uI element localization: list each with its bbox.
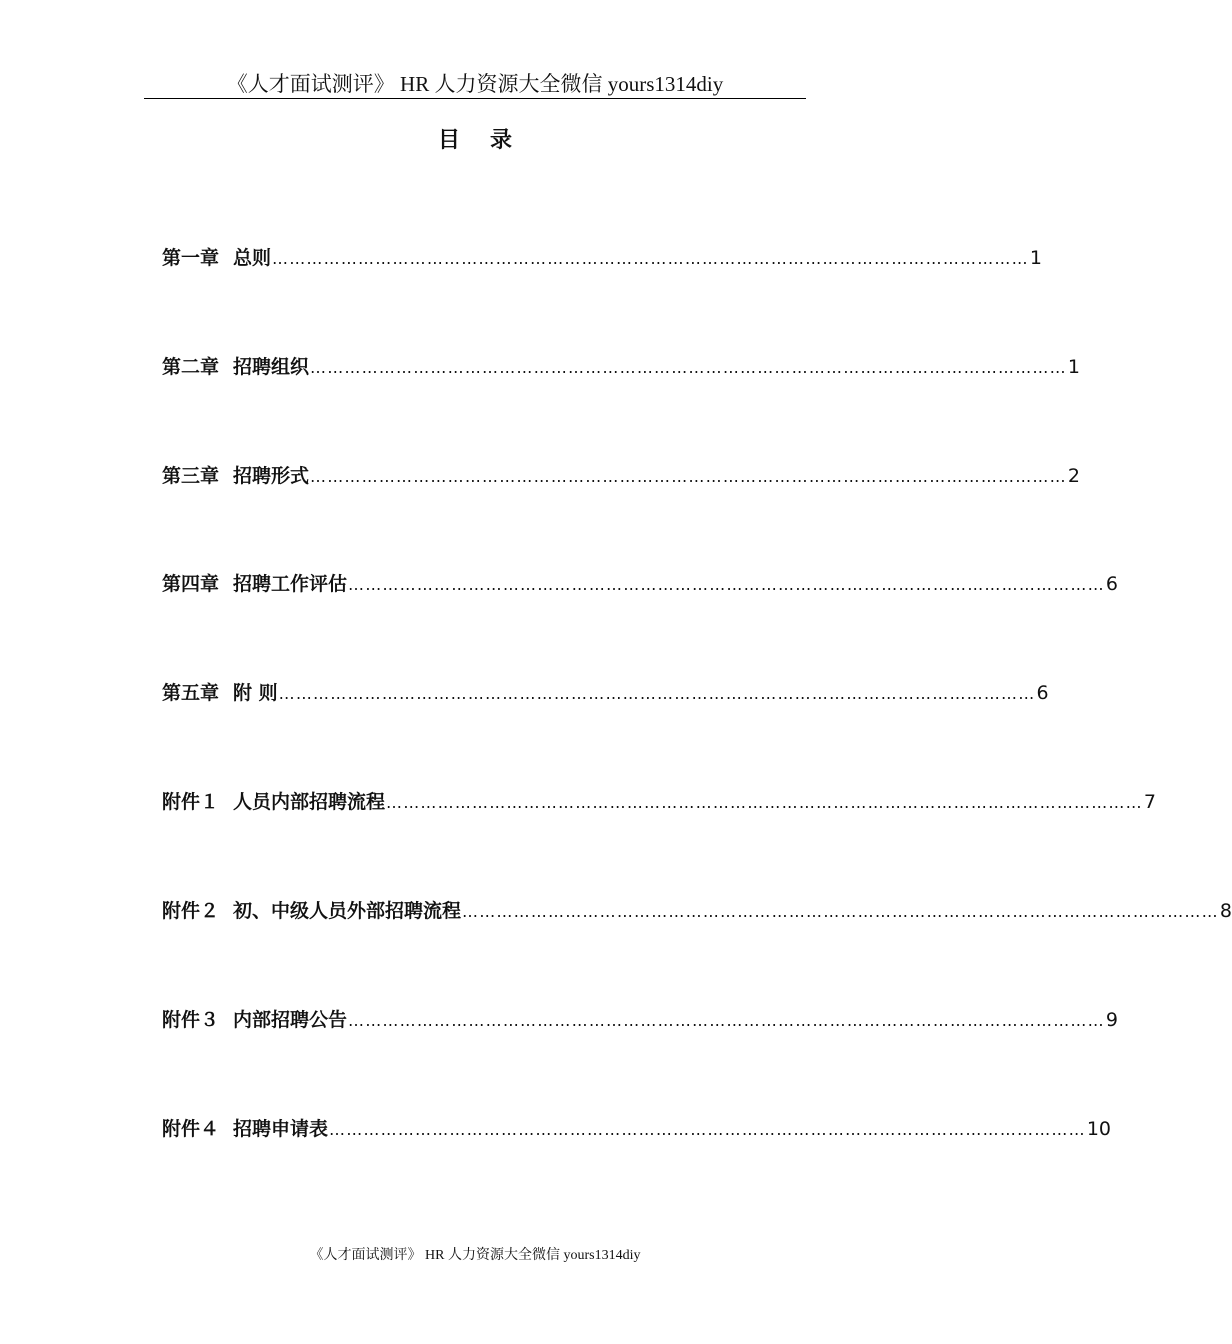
toc-entry-number: 第四章: [162, 573, 220, 595]
toc-entry[interactable]: [162, 897, 1232, 925]
toc-entry-title: 招聘组织: [233, 356, 310, 378]
toc-entry-label: [162, 353, 309, 381]
toc-entry-title: 招聘形式: [233, 465, 310, 487]
toc-entry-number: 第三章: [162, 465, 220, 487]
header-divider: [144, 98, 806, 99]
toc-entry-label: [162, 1115, 328, 1143]
toc-entry-title: 初、中级人员外部招聘流程: [233, 900, 462, 922]
toc-entry[interactable]: [162, 353, 1080, 381]
toc-entry-title: 内部招聘公告: [233, 1009, 348, 1031]
toc-entry-page: 8: [1219, 900, 1232, 922]
toc-entry-title: 招聘申请表: [233, 1118, 329, 1140]
toc-entry-number: 第二章: [162, 356, 220, 378]
toc-entry-label: [162, 244, 271, 272]
toc-entry[interactable]: [162, 1115, 1112, 1143]
toc-title: 目录: [437, 128, 542, 153]
toc-entry-label: [162, 788, 385, 816]
toc-dot-leader: ……………………………………………………………………………………………………………………: [386, 793, 1143, 812]
toc-entry-number: 附件２: [162, 900, 220, 922]
toc-entry-page: 2: [1067, 465, 1080, 487]
toc-entry-title: 招聘工作评估: [233, 573, 348, 595]
page-header: 《人才面试测评》 HR 人力资源大全微信 yours1314diy: [226, 72, 724, 96]
toc-entry-page: 10: [1086, 1118, 1112, 1140]
toc-dot-leader: ……………………………………………………………………………………………………………………: [348, 1011, 1105, 1030]
toc-entry-page: 1: [1029, 247, 1042, 269]
toc-entry-number: 附件３: [162, 1009, 220, 1031]
toc-entry[interactable]: [162, 788, 1156, 816]
toc-entry-number: 附件４: [162, 1118, 220, 1140]
toc-entry-label: [162, 462, 309, 490]
page-footer: 《人才面试测评》 HR 人力资源大全微信 yours1314diy: [309, 1248, 641, 1263]
toc-dot-leader: ……………………………………………………………………………………………………………………: [310, 467, 1067, 486]
toc-entry-label: [162, 570, 347, 598]
toc-entry-number: 第五章: [162, 682, 220, 704]
toc-dot-leader: ……………………………………………………………………………………………………………………: [278, 684, 1036, 703]
toc-dot-leader: ……………………………………………………………………………………………………………………: [329, 1120, 1086, 1139]
toc-entry-title: 附 则: [233, 682, 278, 704]
toc-entry-page: 7: [1143, 791, 1156, 813]
toc-dot-leader: ……………………………………………………………………………………………………………………: [348, 575, 1105, 594]
toc-entry[interactable]: [162, 679, 1049, 707]
toc-entry-page: 6: [1105, 573, 1118, 595]
toc-entry-number: 附件１: [162, 791, 220, 813]
toc-entry-title: 人员内部招聘流程: [233, 791, 386, 813]
toc-dot-leader: ……………………………………………………………………………………………………………………: [462, 902, 1219, 921]
toc-entry-page: 9: [1105, 1009, 1118, 1031]
toc-entry-label: [162, 1006, 347, 1034]
toc-entry[interactable]: [162, 244, 1042, 272]
toc-entry-label: [162, 679, 278, 707]
toc-entry[interactable]: [162, 1006, 1118, 1034]
toc-entry-title: 总则: [233, 247, 272, 269]
toc-dot-leader: ……………………………………………………………………………………………………………………: [310, 358, 1067, 377]
toc-entry-number: 第一章: [162, 247, 220, 269]
toc-entry-label: [162, 897, 461, 925]
toc-entry-page: 6: [1036, 682, 1049, 704]
toc-entry-page: 1: [1067, 356, 1080, 378]
toc-entry[interactable]: [162, 570, 1118, 598]
toc-entry[interactable]: [162, 462, 1080, 490]
toc-dot-leader: ……………………………………………………………………………………………………………………: [272, 249, 1029, 268]
